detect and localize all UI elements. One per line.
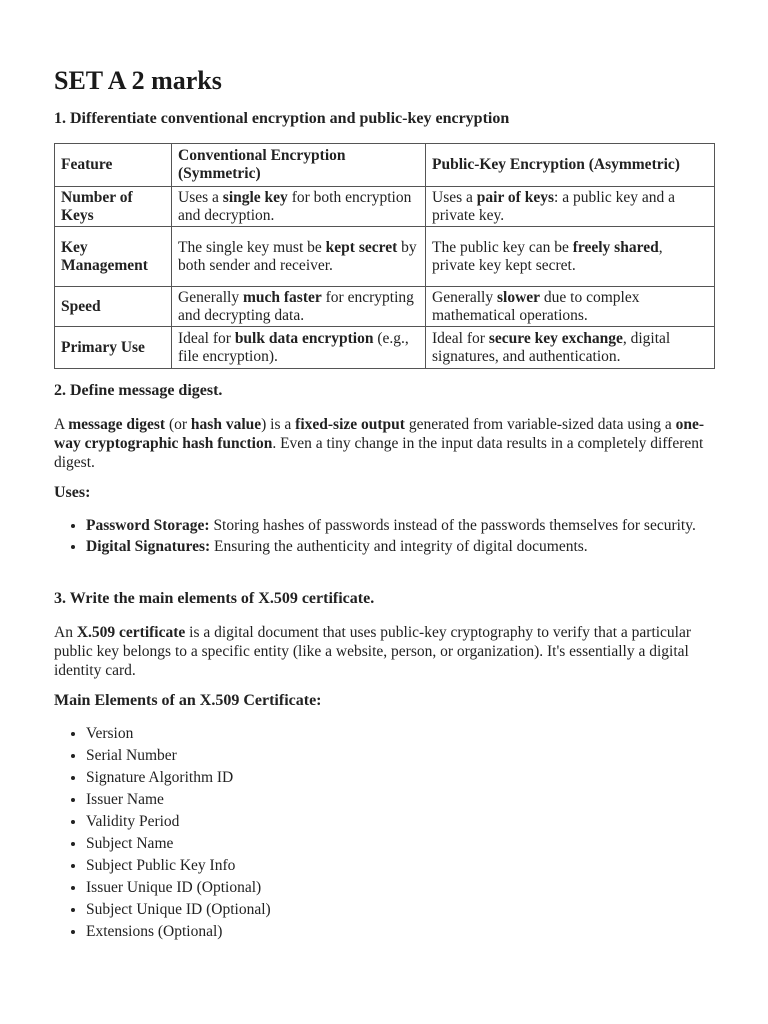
bold-text: pair of keys <box>476 188 555 206</box>
list-item <box>86 516 716 535</box>
bold-text: message digest <box>68 416 166 433</box>
bold-text: one-way cryptographic hash function <box>54 416 705 452</box>
x509-paragraph <box>54 623 716 680</box>
public-key-cell <box>426 187 715 227</box>
text: : a public key and a private key. <box>432 188 675 224</box>
header-public-key: Public-Key Encryption (Asymmetric) <box>426 144 715 187</box>
list-item: • Issuer Unique ID (Optional) <box>86 877 716 899</box>
question-2-heading: 2. Define message digest. <box>54 382 223 399</box>
bold-text: freely shared <box>572 238 659 256</box>
bold-text: slower <box>496 288 541 306</box>
text: for both encryption and decryption. <box>178 188 412 224</box>
table-row <box>55 287 715 327</box>
text: (e.g., file encryption). <box>178 329 409 365</box>
bold-text: bulk data encryption <box>234 329 374 347</box>
text: Uses a <box>178 188 223 206</box>
list-item: • Extensions (Optional) <box>86 921 716 943</box>
public-key-cell <box>426 227 715 287</box>
bold-text: kept secret <box>325 238 398 256</box>
text: Generally <box>432 288 497 306</box>
text: due to complex mathematical operations. <box>432 288 640 324</box>
table-header-row <box>55 144 715 187</box>
feature-cell: Number of Keys <box>55 187 172 227</box>
text: . Even a tiny change in the input data results in a completely different digest. <box>54 435 704 471</box>
header-conventional: Conventional Encryption (Symmetric) <box>172 144 426 187</box>
text: is a digital document that uses public-key cryptography to verify that a particular public key belongs to a specific entity (like a website, person, or organization). It's essentially a digital identity card. <box>54 624 692 679</box>
conventional-cell <box>172 227 426 287</box>
question-1-heading: 1. Differentiate conventional encryption and public-key encryption <box>54 110 510 127</box>
text: Uses a <box>432 188 477 206</box>
text: Ideal for <box>432 329 489 347</box>
header-feature: Feature <box>55 144 172 187</box>
bold-text: fixed-size output <box>295 416 405 433</box>
question-3-heading: 3. Write the main elements of X.509 certificate. <box>54 590 375 607</box>
table-row <box>55 187 715 227</box>
text: (or <box>165 416 191 433</box>
table-row <box>55 227 715 287</box>
text: Ideal for <box>178 329 235 347</box>
comparison-table <box>54 143 715 369</box>
text: The single key must be <box>178 238 326 256</box>
text: by both sender and receiver. <box>178 238 417 274</box>
bold-text: much faster <box>242 288 322 306</box>
list-item: • Signature Algorithm ID <box>86 767 716 789</box>
feature-cell: Primary Use <box>55 327 172 369</box>
bold-text: secure key exchange <box>488 329 623 347</box>
conventional-cell <box>172 327 426 369</box>
page-title: SET A 2 marks <box>54 66 222 95</box>
uses-list <box>54 516 716 556</box>
text: , private key kept secret. <box>432 238 663 274</box>
bold-text: X.509 certificate <box>76 624 186 641</box>
text: for encrypting and decrypting data. <box>178 288 414 324</box>
public-key-cell <box>426 327 715 369</box>
text: ) is a <box>261 416 296 433</box>
text: generated from variable-sized data using a <box>404 416 676 433</box>
bold-text: hash value <box>190 416 262 433</box>
list-item: • Validity Period <box>86 811 716 833</box>
list-item: • Serial Number <box>86 745 716 767</box>
text: , digital signatures, and authentication. <box>432 329 671 365</box>
bold-text: single key <box>222 188 288 206</box>
list-item: • Subject Name <box>86 833 716 855</box>
elements-list <box>54 723 716 943</box>
list-item <box>86 537 716 556</box>
conventional-cell <box>172 187 426 227</box>
conventional-cell <box>172 287 426 327</box>
public-key-cell <box>426 287 715 327</box>
bold-text: Password Storage: <box>86 517 210 534</box>
table-row <box>55 327 715 369</box>
bold-text: Digital Signatures: <box>86 538 211 555</box>
uses-label: Uses: <box>54 484 91 501</box>
list-item: • Issuer Name <box>86 789 716 811</box>
list-item: • Subject Unique ID (Optional) <box>86 899 716 921</box>
list-item: • Version <box>86 723 716 745</box>
feature-cell: Speed <box>55 287 172 327</box>
text: The public key can be <box>432 238 573 256</box>
elements-label: Main Elements of an X.509 Certificate: <box>54 692 322 709</box>
feature-cell: Key Management <box>55 227 172 287</box>
message-digest-paragraph <box>54 415 716 472</box>
text: Storing hashes of passwords instead of the passwords themselves for security. <box>209 517 696 534</box>
list-item: • Subject Public Key Info <box>86 855 716 877</box>
text: Generally <box>178 288 243 306</box>
text: An <box>54 624 77 641</box>
text: Ensuring the authenticity and integrity of digital documents. <box>210 538 588 555</box>
text: A <box>54 416 69 433</box>
